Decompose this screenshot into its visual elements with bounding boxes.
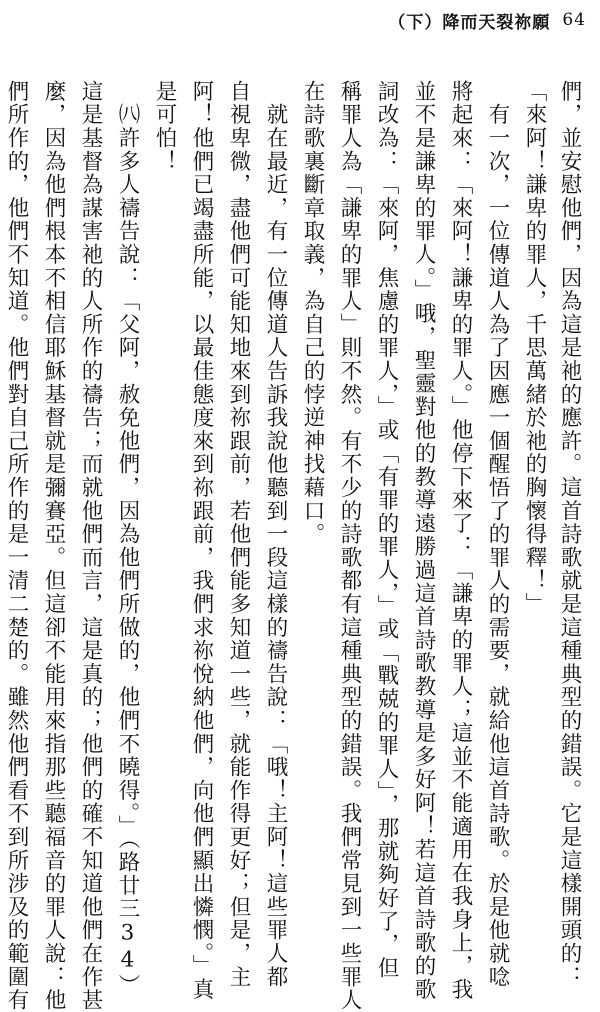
- text-column: 們，並安慰他們，因為這是祂的應許。這首詩歌就是這種典型的錯誤。它是這樣開頭的：: [557, 80, 582, 989]
- text-column: 有一次，一位傳道人為了因應一個醒悟了的罪人的需要，就給他這首詩歌。於是他就唸: [485, 80, 510, 989]
- text-column: 並不是謙卑的罪人。」哦，聖靈對他的教導遠勝過這首詩歌教導是多好阿！若這首詩歌的歌: [411, 80, 436, 1002]
- text-column: 詞改為：「來阿，焦慮的罪人，」或「有罪的罪人，」或「戰兢的罪人」，那就夠好了，但: [374, 80, 399, 980]
- text-column: 稱罪人為「謙卑的罪人」則不然。有不少的詩歌都有這種典型的錯誤。我們常見到一些罪人: [337, 80, 362, 1012]
- running-title: （下）降而天裂祢願: [388, 12, 551, 33]
- text-column: 阿！他們已竭盡所能，以最佳態度來到祢跟前，我們求祢悅納他們，向他們顯出憐憫。」真: [189, 80, 214, 1002]
- page-number: 64: [562, 10, 586, 30]
- text-column: 自視卑微，盡他們可能知地來到祢跟前，若他們能多知道一些，就能作得更好；但是，主: [226, 80, 251, 989]
- page-body: [4, 80, 586, 1012]
- text-column: 這是基督為謀害祂的人所作的禱告；而就他們而言，這是真的；他們的確不知道他們在作甚: [78, 80, 103, 1012]
- text-column: 是可怕！: [152, 80, 177, 174]
- quoted-hymn-line: 「來阿！謙卑的罪人，千思萬緒於祂的胸懷得釋！」: [522, 80, 547, 616]
- text-column: 們所作的，他們不知道。他們對自己所作的是一清二楚的。雖然他們看不到所涉及的範圍有: [4, 80, 29, 1012]
- text-column: 在詩歌裏斷章取義，為自己的悖逆神找藉口。: [300, 80, 325, 546]
- text-column: 麼，因為他們根本不相信耶穌基督就是彌賽亞。但這卻不能用來指那些聽福音的罪人說：他: [41, 80, 66, 1012]
- numbered-point-column: ㈧許多人禱告說：「父阿，赦免他們，因為他們所做的，他們不曉得。」（路廿三34）: [115, 80, 140, 998]
- text-column: 就在最近，有一位傳道人告訴我說他聽到一段這樣的禱告說：「哦！主阿！這些罪人都: [263, 80, 288, 989]
- text-column: 將起來：「來阿！謙卑的罪人。」他停下來了：「謙卑的罪人；這並不能適用在我身上，我: [448, 80, 473, 1002]
- page-header: [388, 6, 586, 34]
